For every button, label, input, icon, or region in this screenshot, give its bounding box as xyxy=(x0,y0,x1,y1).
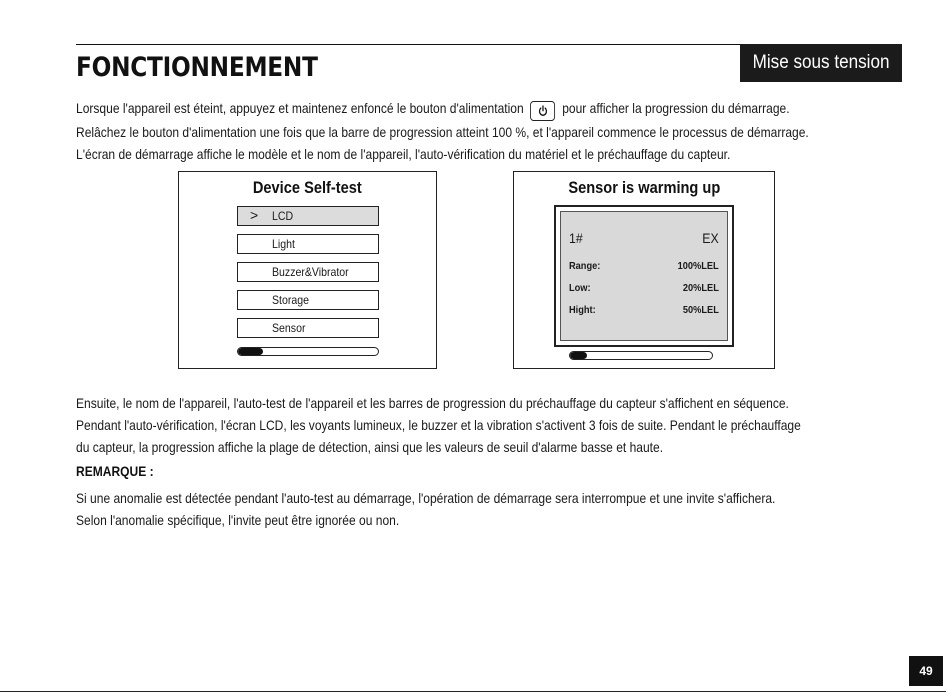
note-paragraph xyxy=(76,487,889,531)
page-title: FONCTIONNEMENT xyxy=(76,52,318,83)
intro-line-3: L'écran de démarrage affiche le modèle et le nom de l'appareil, l'auto-vérification du matériel et le préchauffage du capteur. xyxy=(76,146,731,162)
body-paragraph xyxy=(76,392,919,458)
lcd-row-high: Hight: 50%LEL xyxy=(569,304,719,316)
note-line-2: Selon l'anomalie spécifique, l'invite peut être ignorée ou non. xyxy=(76,512,400,528)
warmup-progress-fill xyxy=(570,352,587,359)
power-icon xyxy=(530,101,555,121)
self-test-item-buzzer-vibrator: Buzzer&Vibrator xyxy=(237,262,379,282)
note-line-1: Si une anomalie est détectée pendant l'auto-test au démarrage, l'opération de démarrage sera interrompue et une invite s'affichera. xyxy=(76,490,776,506)
intro-paragraph xyxy=(76,97,928,165)
body-line-3: du capteur, la progression affiche la plage de détection, ainsi que les valeurs de seuil d'alarme basse et haute. xyxy=(76,439,664,455)
lcd-panel xyxy=(560,211,728,341)
lcd-header-row xyxy=(569,230,719,246)
device-id: 1# xyxy=(569,230,583,246)
lcd-row-low: Low: 20%LEL xyxy=(569,282,719,294)
self-test-item-light: Light xyxy=(237,234,379,254)
self-test-title: Device Self-test xyxy=(253,178,362,197)
lcd-row-range: Range: 100%LEL xyxy=(569,260,719,272)
self-test-progress-fill xyxy=(238,348,263,355)
gas-type: EX xyxy=(702,230,719,246)
section-badge xyxy=(740,44,902,82)
warmup-title: Sensor is warming up xyxy=(568,178,720,197)
body-line-1: Ensuite, le nom de l'appareil, l'auto-test de l'appareil et les barres de progression du préchauffage du capteur s'affichent en séquence. xyxy=(76,395,789,411)
page-number: 49 xyxy=(909,656,943,686)
self-test-progress-bar xyxy=(237,347,379,356)
note-title: REMARQUE : xyxy=(76,463,154,479)
bottom-rule xyxy=(0,691,946,692)
self-test-item-sensor: Sensor xyxy=(237,318,379,338)
section-badge-label: Mise sous tension xyxy=(752,52,890,73)
self-test-item-storage: Storage xyxy=(237,290,379,310)
warmup-progress-bar xyxy=(569,351,713,360)
selection-cursor-icon: > xyxy=(250,207,259,223)
intro-line-2: Relâchez le bouton d'alimentation une fois que la barre de progression atteint 100 %, et l'appareil commence le processus de démarrage. xyxy=(76,124,809,140)
self-test-screen xyxy=(178,171,437,369)
self-test-item-lcd: > LCD xyxy=(237,206,379,226)
intro-line-1: Lorsque l'appareil est éteint, appuyez et maintenez enfoncé le bouton d'alimentation pour afficher la progression du démarrage. xyxy=(76,97,809,121)
lcd-display xyxy=(554,205,734,347)
warmup-screen xyxy=(513,171,775,369)
body-line-2: Pendant l'auto-vérification, l'écran LCD, les voyants lumineux, le buzzer et la vibration s'activent 3 fois de suite. Pendant le préchauffage xyxy=(76,417,801,433)
